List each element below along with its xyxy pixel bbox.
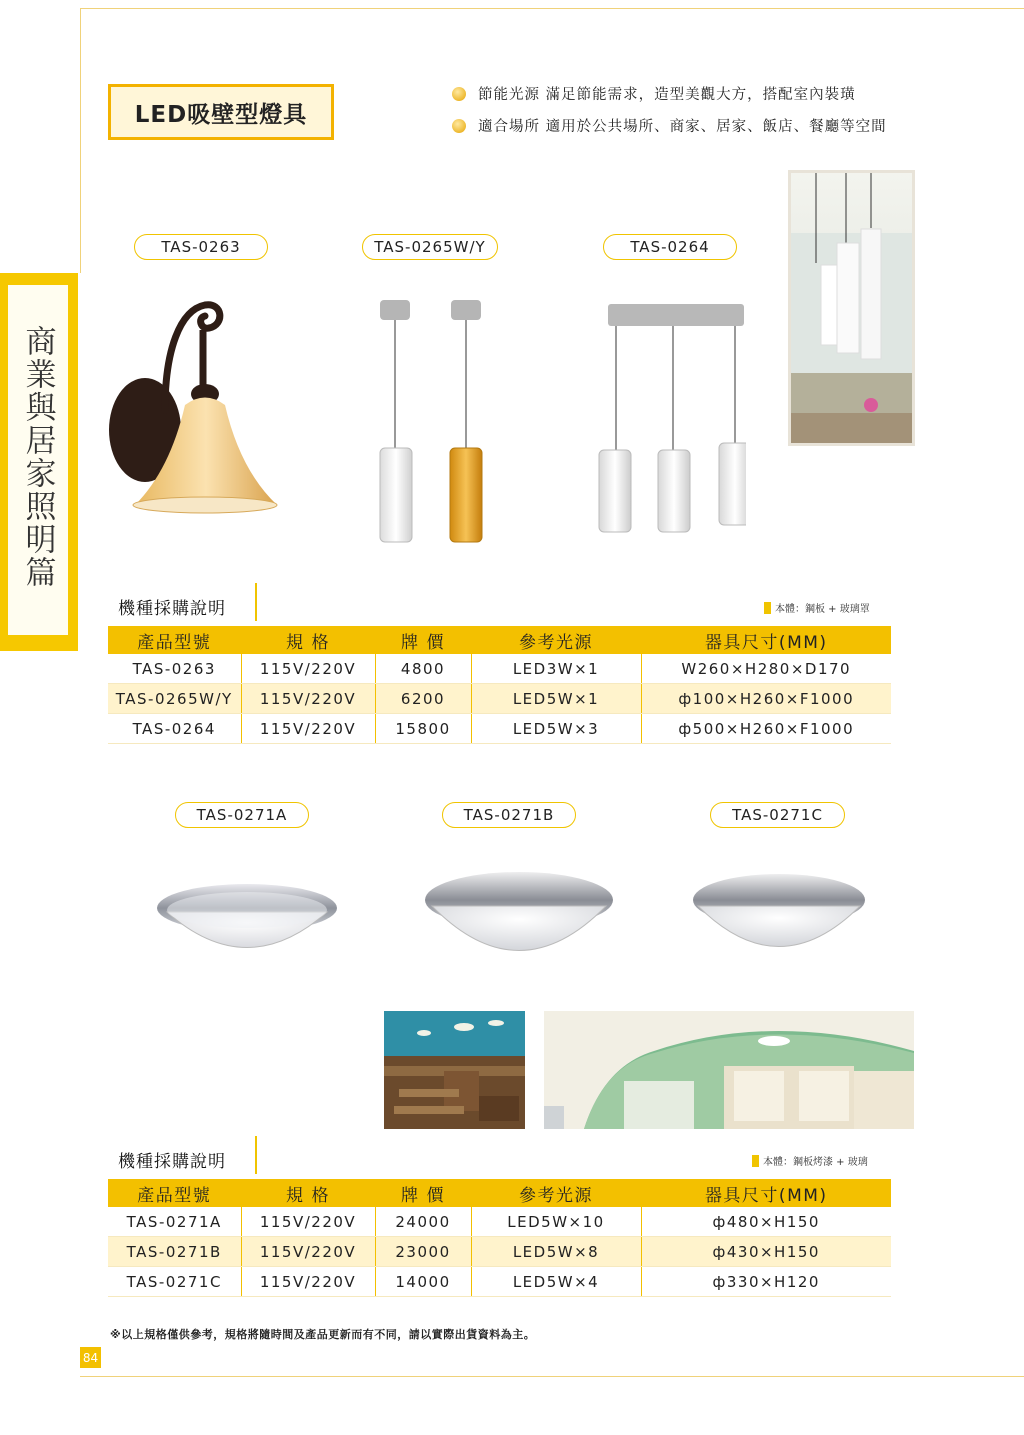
cell-size: ф480×H150 bbox=[641, 1207, 891, 1237]
frame-left-line bbox=[80, 8, 81, 273]
cell-model: TAS-0265W/Y bbox=[108, 684, 241, 714]
installation-photo-2-drawing bbox=[384, 1011, 525, 1129]
feature-text: 適合場所 適用於公共場所、商家、居家、飯店、餐廳等空間 bbox=[478, 119, 887, 135]
model-label-tas-0271a: TAS-0271A bbox=[175, 802, 309, 828]
note-marker bbox=[764, 602, 771, 614]
model-label-tas-0271c: TAS-0271C bbox=[710, 802, 845, 828]
cell-spec: 115V/220V bbox=[241, 1237, 375, 1267]
col-header-size: 器具尺寸(MM) bbox=[641, 1179, 891, 1207]
cell-price: 23000 bbox=[375, 1237, 471, 1267]
cell-spec: 115V/220V bbox=[241, 1207, 375, 1237]
col-header-spec: 規 格 bbox=[241, 1179, 375, 1207]
ceiling-lamp-c-image bbox=[690, 862, 868, 962]
cell-price: 4800 bbox=[375, 654, 471, 684]
cell-spec: 115V/220V bbox=[241, 684, 375, 714]
col-header-price: 牌 價 bbox=[375, 626, 471, 654]
table-header bbox=[108, 1179, 891, 1207]
col-header-light: 參考光源 bbox=[471, 1179, 641, 1207]
cell-size: ф100×H260×F1000 bbox=[641, 684, 891, 714]
cell-price: 24000 bbox=[375, 1207, 471, 1237]
spec-table-2 bbox=[108, 1179, 891, 1297]
cell-model: TAS-0271B bbox=[108, 1237, 241, 1267]
cell-spec: 115V/220V bbox=[241, 654, 375, 684]
section1-material-note bbox=[764, 600, 870, 615]
cell-price: 15800 bbox=[375, 714, 471, 744]
col-header-size: 器具尺寸(MM) bbox=[641, 626, 891, 654]
cell-size: W260×H280×D170 bbox=[641, 654, 891, 684]
col-header-model: 產品型號 bbox=[108, 1179, 241, 1207]
section2-heading-divider bbox=[255, 1136, 257, 1174]
model-label-tas-0263: TAS-0263 bbox=[134, 234, 268, 260]
col-header-price: 牌 價 bbox=[375, 1179, 471, 1207]
cell-model: TAS-0263 bbox=[108, 654, 241, 684]
cell-light: LED3W×1 bbox=[471, 654, 641, 684]
page-title-box bbox=[108, 84, 334, 140]
page-title: LED吸壁型燈具 bbox=[111, 87, 331, 137]
cell-light: LED5W×4 bbox=[471, 1267, 641, 1297]
feature-energy bbox=[452, 83, 856, 104]
feature-places bbox=[452, 115, 887, 136]
cell-light: LED5W×1 bbox=[471, 684, 641, 714]
cell-light: LED5W×3 bbox=[471, 714, 641, 744]
installation-photo-3 bbox=[544, 1011, 914, 1129]
cell-price: 14000 bbox=[375, 1267, 471, 1297]
model-label-tas-0271b: TAS-0271B bbox=[442, 802, 576, 828]
page-number: 84 bbox=[80, 1347, 101, 1368]
cell-model: TAS-0271A bbox=[108, 1207, 241, 1237]
table-row bbox=[108, 684, 891, 714]
cell-spec: 115V/220V bbox=[241, 714, 375, 744]
table-row bbox=[108, 714, 891, 744]
col-header-spec: 規 格 bbox=[241, 626, 375, 654]
footnote: ※以上規格僅供參考，規格將隨時間及產品更新而有不同，請以實際出貨資料為主。 bbox=[110, 1328, 536, 1341]
bullet-icon bbox=[452, 119, 466, 133]
cell-spec: 115V/220V bbox=[241, 1267, 375, 1297]
col-header-model: 產品型號 bbox=[108, 626, 241, 654]
bullet-icon bbox=[452, 87, 466, 101]
cell-model: TAS-0264 bbox=[108, 714, 241, 744]
table-header bbox=[108, 626, 891, 654]
installation-photo-1 bbox=[788, 170, 915, 446]
section1-heading-divider bbox=[255, 583, 257, 621]
side-tab-panel bbox=[8, 285, 68, 635]
note-marker bbox=[752, 1155, 759, 1167]
section1-note-text: 本體：鋼板 + 玻璃罩 bbox=[775, 604, 870, 615]
side-tab bbox=[0, 273, 78, 651]
installation-photo-1-drawing bbox=[791, 173, 912, 443]
cell-size: ф500×H260×F1000 bbox=[641, 714, 891, 744]
installation-photo-2 bbox=[384, 1011, 525, 1129]
wall-lamp-image bbox=[105, 290, 285, 520]
cell-size: ф330×H120 bbox=[641, 1267, 891, 1297]
cell-price: 6200 bbox=[375, 684, 471, 714]
pendant-pair-image bbox=[370, 298, 500, 548]
cell-light: LED5W×8 bbox=[471, 1237, 641, 1267]
section1-heading: 機種採購說明 bbox=[118, 599, 226, 619]
table-row bbox=[108, 1207, 891, 1237]
installation-photo-3-drawing bbox=[544, 1011, 914, 1129]
section2-note-text: 本體：鋼板烤漆 + 玻璃 bbox=[763, 1157, 868, 1168]
feature-text: 節能光源 滿足節能需求，造型美觀大方，搭配室內裝璜 bbox=[478, 87, 856, 103]
side-tab-text: 商業與居家照明篇 bbox=[19, 325, 56, 589]
table-row bbox=[108, 1267, 891, 1297]
cell-model: TAS-0271C bbox=[108, 1267, 241, 1297]
section2-heading: 機種採購說明 bbox=[118, 1152, 226, 1172]
cell-size: ф430×H150 bbox=[641, 1237, 891, 1267]
ceiling-lamp-a-image bbox=[155, 868, 340, 963]
col-header-light: 參考光源 bbox=[471, 626, 641, 654]
spec-table-1 bbox=[108, 626, 891, 744]
ceiling-lamp-b-image bbox=[422, 860, 617, 965]
section2-material-note bbox=[752, 1153, 868, 1168]
table-row bbox=[108, 1237, 891, 1267]
frame-bottom-line bbox=[80, 1376, 1024, 1377]
model-label-tas-0265: TAS-0265W/Y bbox=[362, 234, 498, 260]
model-label-tas-0264: TAS-0264 bbox=[603, 234, 737, 260]
cell-light: LED5W×10 bbox=[471, 1207, 641, 1237]
frame-top-line bbox=[80, 8, 1024, 9]
table-row bbox=[108, 654, 891, 684]
triple-pendant-image bbox=[596, 300, 746, 535]
